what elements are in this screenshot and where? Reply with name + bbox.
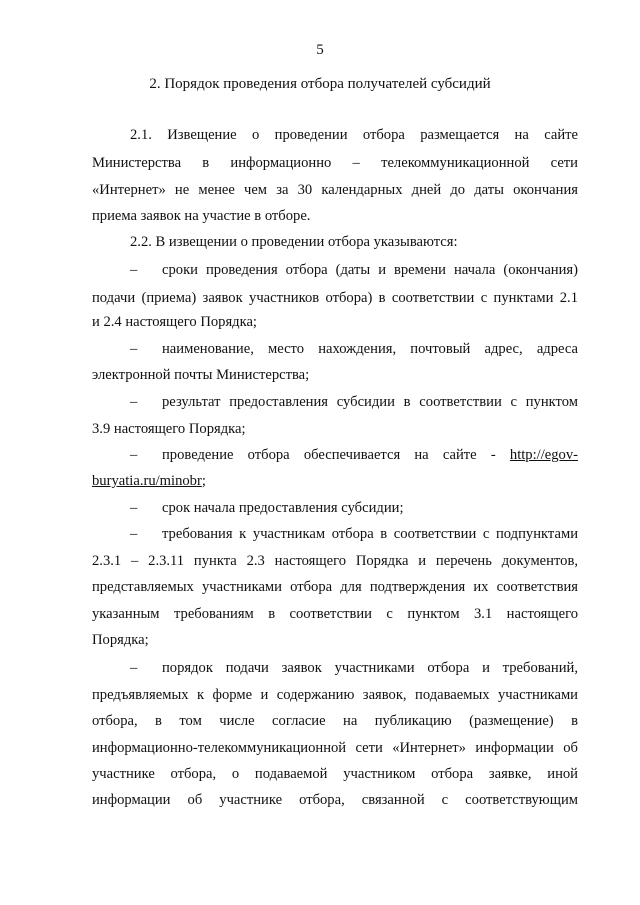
list-dash: –	[130, 447, 138, 463]
list-item-5-line-1: срок начала предоставления субсидии;	[162, 500, 404, 516]
list-item-3-line-1: результат предоставления субсидии в соответствии с пунктом	[162, 394, 578, 410]
list-item-2-line-1: наименование, место нахождения, почтовый адрес, адреса	[162, 341, 578, 357]
paragraph-2-1-line-2: Министерства в информационно – телекоммуникационной сети	[92, 155, 578, 171]
paragraph-2-1-line-4: приема заявок на участие в отборе.	[92, 208, 311, 224]
list-item-6-line-4: указанным требованиям в соответствии с пунктом 3.1 настоящего	[92, 606, 578, 622]
list-item-7-line-2: предъявляемых к форме и содержанию заявок, подаваемых участниками	[92, 687, 578, 703]
minobr-link-part-1[interactable]: http://egov-	[509, 447, 579, 463]
list-item-6-line-5: Порядка;	[92, 632, 149, 648]
list-dash: –	[130, 526, 138, 542]
list-item-2-line-2: электронной почты Министерства;	[92, 367, 310, 383]
paragraph-2-1-line-1: 2.1. Извещение о проведении отбора размещается на сайте	[130, 127, 578, 143]
list-item-7-line-3: отбора, в том числе согласие на публикацию (размещение) в	[92, 713, 578, 729]
list-item-6-line-3: представляемых участниками отбора для подтверждения их соответствия	[92, 579, 578, 595]
list-item-1-line-3: и 2.4 настоящего Порядка;	[92, 314, 257, 330]
list-item-4-line-2	[92, 472, 578, 490]
list-item-7-line-1: порядок подачи заявок участниками отбора и требований,	[162, 660, 578, 676]
list-dash: –	[130, 262, 138, 278]
list-dash: –	[130, 341, 138, 357]
list-dash: –	[130, 660, 138, 676]
list-dash: –	[130, 500, 138, 516]
list-item-7-line-4: информационно-телекоммуникационной сети «Интернет» информации об	[92, 740, 578, 756]
paragraph-2-2-line-1: 2.2. В извещении о проведении отбора указываются:	[130, 234, 458, 250]
minobr-link-part-2[interactable]: buryatia.ru/minobr	[92, 473, 202, 489]
list-item-6-line-1: требования к участникам отбора в соответствии с подпунктами	[162, 526, 578, 542]
list-dash: –	[130, 394, 138, 410]
section-title: 2. Порядок проведения отбора получателей субсидий	[149, 76, 491, 92]
page-number: 5	[316, 42, 324, 58]
list-item-4-text: проведение отбора обеспечивается на сайте -	[162, 447, 496, 463]
paragraph-2-1-line-3: «Интернет» не менее чем за 30 календарных дней до даты окончания	[92, 182, 578, 198]
list-item-4-tail: ;	[201, 473, 206, 489]
list-item-6-line-2: 2.3.1 – 2.3.11 пункта 2.3 настоящего Порядка и перечень документов,	[92, 553, 578, 569]
list-item-7-line-5: участнике отбора, о подаваемой участником отбора заявке, иной	[92, 766, 578, 782]
list-item-7-line-6: информации об участнике отбора, связанной с соответствующим	[92, 792, 578, 808]
list-item-1-line-2: подачи (приема) заявок участников отбора) в соответствии с пунктами 2.1	[92, 290, 578, 306]
list-item-3-line-2: 3.9 настоящего Порядка;	[92, 421, 246, 437]
list-item-1-line-1: сроки проведения отбора (даты и времени начала (окончания)	[162, 262, 578, 278]
list-item-4-line-1	[162, 446, 578, 464]
